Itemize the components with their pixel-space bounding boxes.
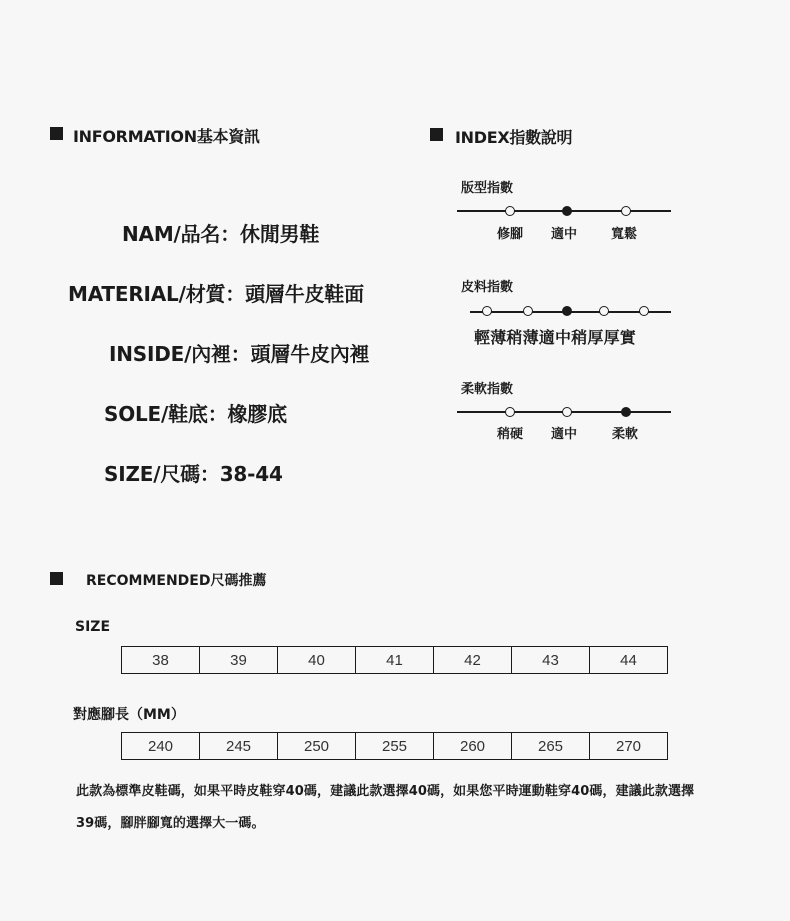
info-name: NAM/品名：休閒男鞋	[122, 222, 320, 246]
info-size: SIZE/尺碼：38-44	[104, 462, 283, 486]
size-cell: 38	[122, 647, 200, 674]
size-row-label: SIZE	[75, 619, 111, 635]
length-cell: 240	[122, 733, 200, 760]
size-cell: 39	[200, 647, 278, 674]
fit-point-1-selected	[562, 206, 572, 216]
softness-label-2: 柔軟	[611, 427, 639, 442]
size-cell: 41	[356, 647, 434, 674]
recommended-section-title: RECOMMENDED尺碼推薦	[86, 573, 267, 589]
length-cell: 265	[512, 733, 590, 760]
softness-point-0	[505, 407, 515, 417]
recommended-bullet	[50, 572, 63, 585]
leather-point-4	[639, 306, 649, 316]
foot-length-row	[122, 733, 668, 760]
leather-scale-labels: 輕薄稍薄適中稍厚厚實	[474, 328, 637, 347]
length-cell: 250	[278, 733, 356, 760]
info-bullet	[50, 127, 63, 140]
fit-label-1: 適中	[550, 227, 578, 242]
size-cell: 43	[512, 647, 590, 674]
fit-point-0	[505, 206, 515, 216]
foot-length-label: 對應腳長（MM）	[73, 707, 185, 723]
softness-index-title: 柔軟指數	[461, 382, 514, 397]
fit-point-2	[621, 206, 631, 216]
info-material: MATERIAL/材質：頭層牛皮鞋面	[68, 282, 364, 306]
leather-index-title: 皮料指數	[461, 280, 514, 295]
softness-point-2-selected	[621, 407, 631, 417]
size-table	[121, 646, 668, 674]
length-cell: 245	[200, 733, 278, 760]
size-cell: 40	[278, 647, 356, 674]
size-cell: 44	[590, 647, 668, 674]
length-cell: 270	[590, 733, 668, 760]
fit-index-title: 版型指數	[461, 181, 514, 196]
softness-label-1: 適中	[550, 427, 578, 442]
info-section-title: INFORMATION基本資訊	[73, 127, 260, 146]
info-inside: INSIDE/內裡：頭層牛皮內裡	[109, 342, 370, 366]
fit-label-2: 寬鬆	[610, 227, 638, 242]
leather-point-0	[482, 306, 492, 316]
length-cell: 255	[356, 733, 434, 760]
info-sole: SOLE/鞋底：橡膠底	[104, 402, 287, 426]
size-row	[122, 647, 668, 674]
size-recommendation-note: 此款為標準皮鞋碼，如果平時皮鞋穿40碼，建議此款選擇40碼，如果您平時運動鞋穿40碼，建議此款選擇39碼，腳胖腳寬的選擇大一碼。	[76, 784, 695, 831]
softness-point-1	[562, 407, 572, 417]
size-cell: 42	[434, 647, 512, 674]
foot-length-table	[121, 732, 668, 760]
leather-point-2-selected	[562, 306, 572, 316]
index-section-title: INDEX指數說明	[455, 128, 573, 147]
length-cell: 260	[434, 733, 512, 760]
leather-point-3	[599, 306, 609, 316]
softness-label-0: 稍硬	[496, 427, 524, 442]
index-bullet	[430, 128, 443, 141]
fit-label-0: 修腳	[496, 227, 524, 242]
leather-point-1	[523, 306, 533, 316]
